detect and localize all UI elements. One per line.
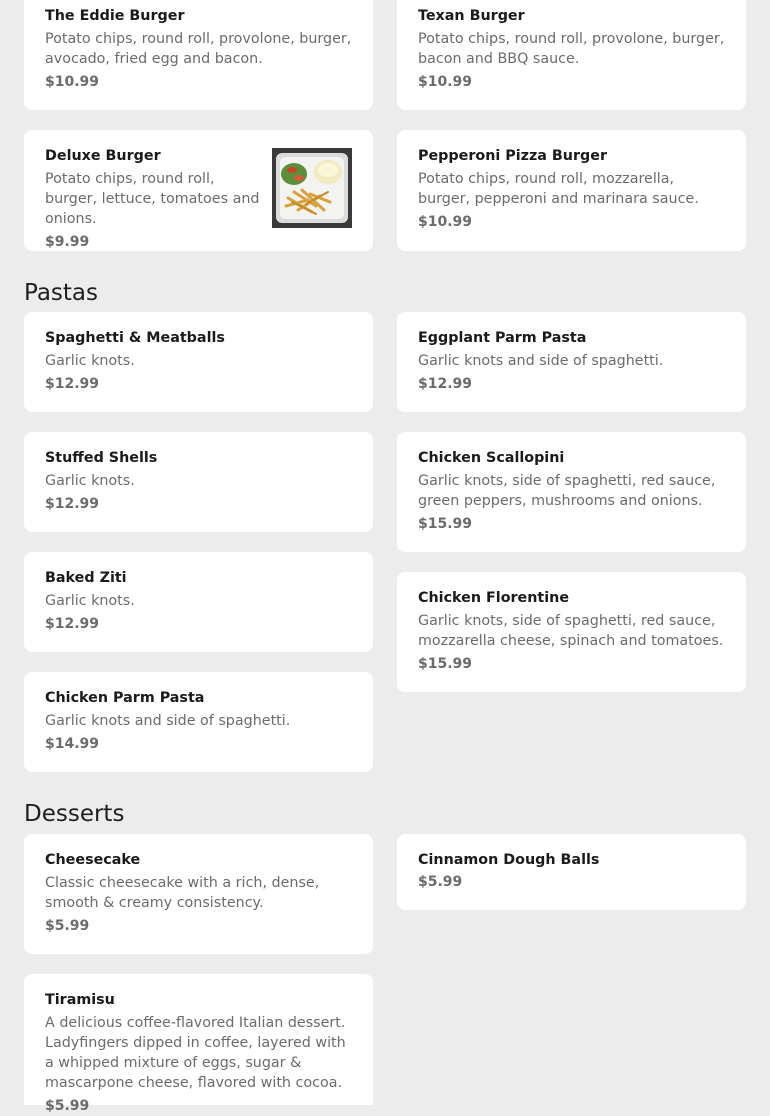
menu-item-description: Garlic knots and side of spaghetti. bbox=[418, 353, 664, 369]
menu-item-card[interactable] bbox=[24, 552, 373, 652]
menu-item-card[interactable] bbox=[397, 572, 746, 692]
menu-item-price: $10.99 bbox=[418, 214, 473, 230]
menu-item-description: Classic cheesecake with a rich, dense, smooth & creamy consistency. bbox=[45, 875, 320, 911]
menu-item-description: Potato chips, round roll, burger, lettuce, tomatoes and onions. bbox=[45, 171, 260, 227]
menu-item-card[interactable] bbox=[24, 312, 373, 412]
menu-item-description: Garlic knots, side of spaghetti, red sauce, mozzarella cheese, spinach and tomatoes. bbox=[418, 613, 724, 649]
menu-item-card[interactable] bbox=[397, 834, 746, 910]
menu-item-price: $10.99 bbox=[45, 74, 100, 90]
menu-item-card[interactable] bbox=[397, 130, 746, 251]
menu-item-price: $15.99 bbox=[418, 656, 473, 672]
menu-item-name: Stuffed Shells bbox=[45, 450, 158, 466]
menu-item-name: Baked Ziti bbox=[45, 570, 127, 586]
menu-item-name: Cinnamon Dough Balls bbox=[418, 852, 600, 868]
menu-item-description: Garlic knots. bbox=[45, 473, 135, 489]
menu-item-price: $12.99 bbox=[418, 376, 473, 392]
menu-item-price: $5.99 bbox=[45, 1098, 90, 1114]
menu-item-description: Potato chips, round roll, provolone, burger, bacon and BBQ sauce. bbox=[418, 31, 725, 67]
menu-item-price: $15.99 bbox=[418, 516, 473, 532]
menu-item-card[interactable] bbox=[24, 130, 373, 251]
menu-item-name: Cheesecake bbox=[45, 852, 141, 868]
menu-item-name: Spaghetti & Meatballs bbox=[45, 330, 225, 346]
menu-item-description: Garlic knots and side of spaghetti. bbox=[45, 713, 291, 729]
menu-item-name: Chicken Florentine bbox=[418, 590, 570, 606]
menu-item-description: Potato chips, round roll, mozzarella, burger, pepperoni and marinara sauce. bbox=[418, 171, 699, 207]
menu-item-price: $5.99 bbox=[418, 874, 463, 890]
section-title-pastas: Pastas bbox=[24, 280, 99, 306]
menu-item-name: Pepperoni Pizza Burger bbox=[418, 148, 608, 164]
menu-item-name: Deluxe Burger bbox=[45, 148, 161, 164]
menu-item-description: Potato chips, round roll, provolone, burger, avocado, fried egg and bacon. bbox=[45, 31, 352, 67]
menu-item-name: Chicken Scallopini bbox=[418, 450, 565, 466]
deluxe-burger-photo-icon[interactable] bbox=[272, 148, 352, 228]
menu-item-description: Garlic knots, side of spaghetti, red sauce, green peppers, mushrooms and onions. bbox=[418, 473, 716, 509]
menu-item-description: A delicious coffee-flavored Italian dessert. Ladyfingers dipped in coffee, layered with a whipped mixture of eggs, sugar & mascarpone cheese, flavored with cocoa. bbox=[45, 1015, 346, 1091]
menu-item-card[interactable] bbox=[397, 0, 746, 110]
menu-item-price: $10.99 bbox=[418, 74, 473, 90]
menu-item-card[interactable] bbox=[24, 834, 373, 954]
menu-item-name: Tiramisu bbox=[45, 992, 115, 1008]
menu-item-card[interactable] bbox=[397, 432, 746, 552]
menu-item-price: $12.99 bbox=[45, 496, 100, 512]
menu-item-description: Garlic knots. bbox=[45, 353, 135, 369]
menu-item-price: $9.99 bbox=[45, 234, 90, 250]
menu-item-price: $12.99 bbox=[45, 616, 100, 632]
menu-item-card[interactable] bbox=[24, 0, 373, 110]
menu-item-price: $14.99 bbox=[45, 736, 100, 752]
menu-item-name: Chicken Parm Pasta bbox=[45, 690, 205, 706]
menu-item-name: Texan Burger bbox=[418, 8, 525, 24]
menu-item-card[interactable] bbox=[24, 432, 373, 532]
menu-item-name: The Eddie Burger bbox=[45, 8, 185, 24]
menu-item-name: Eggplant Parm Pasta bbox=[418, 330, 587, 346]
menu-item-card[interactable] bbox=[397, 312, 746, 412]
menu-item-price: $12.99 bbox=[45, 376, 100, 392]
menu-item-card[interactable] bbox=[24, 672, 373, 772]
menu-item-description: Garlic knots. bbox=[45, 593, 135, 609]
section-title-desserts: Desserts bbox=[24, 801, 125, 827]
menu-item-price: $5.99 bbox=[45, 918, 90, 934]
menu-item-card[interactable] bbox=[24, 974, 373, 1114]
